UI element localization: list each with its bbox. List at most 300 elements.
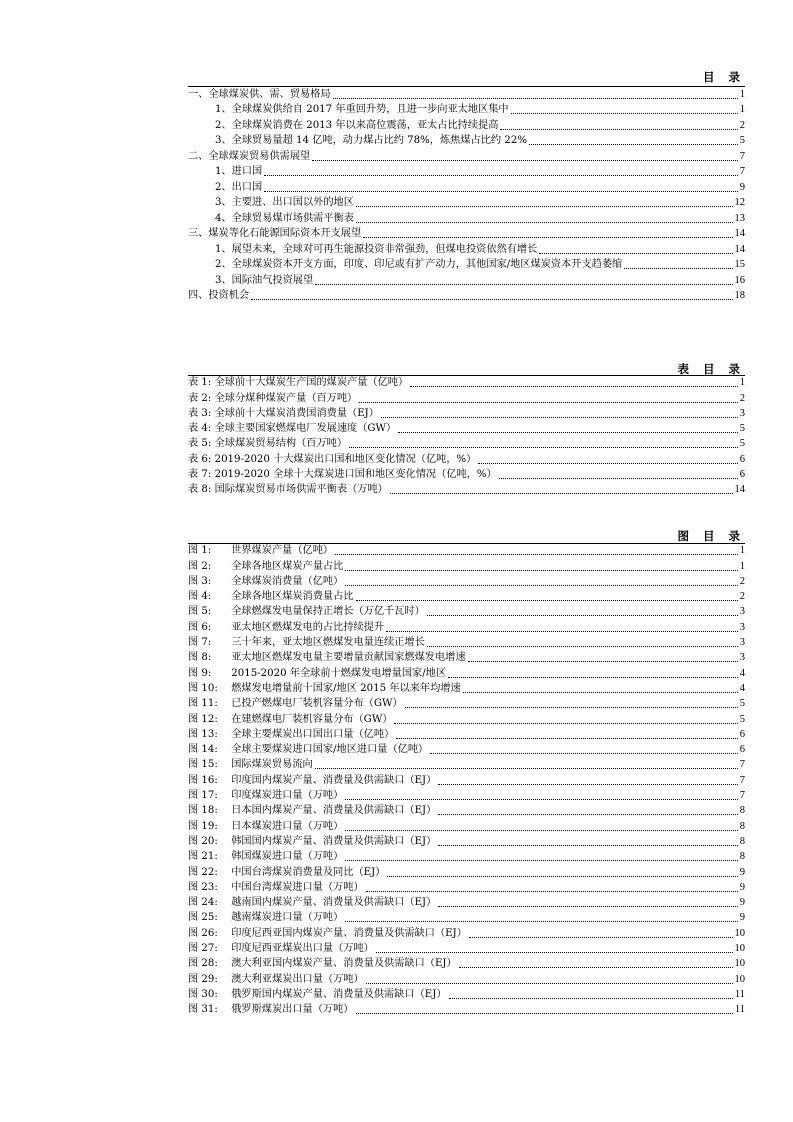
figure-entry-number: 图 20:: [188, 835, 218, 847]
dot-leader: [405, 707, 738, 708]
toc-entry[interactable]: [188, 179, 745, 195]
page-number: 8: [739, 805, 745, 817]
dot-leader: [363, 237, 732, 238]
figure-entry-number: 图 6:: [188, 621, 212, 633]
table-entry-label: [188, 482, 388, 497]
tables-title: 表 目 录: [677, 362, 745, 376]
dot-leader: [333, 98, 738, 99]
page-number: 2: [739, 392, 745, 404]
toc-entry-text: 4、全球贸易煤市场供需平衡表: [215, 212, 354, 224]
figure-entry-label: [188, 819, 343, 834]
toc-entry[interactable]: [188, 241, 745, 257]
page-number: 6: [739, 744, 745, 756]
figure-entry-number: 图 29:: [188, 973, 218, 985]
page-number: 7: [739, 150, 745, 162]
figure-entry-number: 图 5:: [188, 606, 212, 618]
toc-entry[interactable]: [188, 272, 745, 288]
table-entry-label: [188, 452, 476, 467]
dot-leader: [398, 432, 738, 433]
figure-entry-text: 中国台湾煤炭进口量（万吨）: [231, 881, 364, 893]
figure-entry-number: 图 23:: [188, 881, 218, 893]
figure-entry-number: 图 19:: [188, 820, 218, 832]
page-number: 14: [734, 243, 745, 255]
figure-entry-text: 中国台湾煤炭消费量及同比（EJ）: [231, 866, 386, 878]
page-number: 10: [734, 958, 745, 970]
toc-entry[interactable]: [188, 210, 745, 226]
page-number: 1: [739, 545, 745, 557]
toc-entry[interactable]: [188, 133, 745, 149]
dot-leader: [438, 906, 737, 907]
page-number: 4: [739, 682, 745, 694]
page-number: 10: [734, 927, 745, 939]
figure-entry-number: 图 1:: [188, 545, 212, 557]
dot-leader: [315, 768, 738, 769]
toc-entry-text: 2、全球煤炭消费在 2013 年以来高位震荡，亚太占比持续提高: [215, 119, 499, 131]
dot-leader: [345, 921, 737, 922]
dot-leader: [356, 600, 738, 601]
figure-entry-text: 印度尼西亚国内煤炭产量、消费量及供需缺口（EJ）: [231, 927, 467, 939]
page-number: 15: [734, 259, 745, 270]
figure-entry-text: 韩国煤炭进口量（万吨）: [231, 851, 344, 863]
page-number: 8: [739, 851, 745, 863]
figure-entry-text: 全球各地区煤炭消费量占比: [231, 591, 354, 603]
toc-entry[interactable]: [188, 117, 745, 133]
figure-entry[interactable]: [188, 849, 745, 864]
figure-entry-number: 图 24:: [188, 897, 218, 909]
table-entry[interactable]: [188, 421, 745, 436]
page-number: 13: [734, 212, 745, 224]
page-number: 7: [739, 759, 745, 771]
page-number: 2: [739, 575, 745, 587]
page-number: 1: [739, 560, 745, 572]
table-entry-number: 表 5:: [188, 438, 212, 450]
table-entry[interactable]: [188, 467, 745, 482]
page-number: 2: [739, 119, 745, 131]
figure-entry-text: 全球主要煤炭进口国家/地区进口量（亿吨）: [231, 744, 429, 756]
toc-entry[interactable]: [188, 102, 745, 118]
figure-entry[interactable]: [188, 910, 745, 925]
figure-entry[interactable]: [188, 635, 745, 650]
page-number: 7: [739, 774, 745, 786]
toc-entry-text: 1、全球煤炭供给自 2017 年重回升势，且进一步向亚太地区集中: [215, 104, 509, 115]
figure-entry-label: [188, 1002, 354, 1017]
toc-entry[interactable]: [188, 195, 745, 211]
figure-entry[interactable]: [188, 681, 745, 696]
figure-entry-label: [188, 941, 374, 956]
dot-leader: [394, 723, 737, 724]
table-entry[interactable]: [188, 436, 745, 451]
dot-leader: [366, 983, 733, 984]
table-entry[interactable]: [188, 482, 745, 497]
figure-entry-number: 图 8:: [188, 652, 212, 664]
figure-entry[interactable]: [188, 711, 745, 726]
dot-leader: [478, 463, 737, 464]
page-number: 5: [739, 713, 745, 725]
dot-leader: [387, 876, 737, 877]
figure-entry-label: [188, 895, 436, 910]
figure-entry[interactable]: [188, 543, 745, 558]
page-number: 3: [739, 637, 745, 649]
figure-entry-number: 图 10:: [188, 682, 218, 694]
table-entry-number: 表 2:: [188, 392, 212, 404]
toc-entry-label: [188, 226, 361, 241]
figure-entry[interactable]: [188, 895, 745, 910]
figure-entry[interactable]: [188, 558, 745, 573]
toc-entry-text: 1、展望未来，全球对可再生能源投资非常强劲，但煤电投资依然有增长: [215, 243, 538, 255]
dot-leader: [500, 129, 737, 130]
figure-entry-text: 全球主要煤炭出口国出口量（亿吨）: [231, 728, 395, 740]
table-entry-label: [188, 421, 396, 436]
figure-entry[interactable]: [188, 987, 745, 1002]
figure-entry-label: [188, 589, 354, 604]
dot-leader: [386, 631, 738, 632]
dot-leader: [345, 860, 737, 861]
table-entry-label: [188, 406, 379, 421]
page-number: 5: [739, 135, 745, 146]
page-number: 5: [739, 438, 745, 450]
figure-entry[interactable]: [188, 665, 745, 680]
page-number: 6: [739, 469, 745, 481]
figure-entry[interactable]: [188, 941, 745, 956]
figure-entry[interactable]: [188, 696, 745, 711]
toc-entry-text: 2、出口国: [215, 181, 263, 193]
page-number: 7: [739, 790, 745, 802]
table-entry[interactable]: [188, 390, 745, 405]
dot-leader: [410, 386, 738, 387]
figure-entry-number: 图 12:: [188, 713, 218, 725]
toc-entry-label: [188, 133, 527, 148]
dot-leader: [449, 998, 733, 999]
table-entry-text: 全球分煤种煤炭产量（百万吨）: [214, 392, 358, 404]
dot-leader: [427, 615, 738, 616]
dot-leader: [251, 299, 732, 300]
dot-leader: [356, 206, 733, 207]
page-number: 5: [739, 698, 745, 710]
figure-entry-label: [188, 604, 425, 619]
page-number: 8: [739, 820, 745, 832]
figure-entry[interactable]: [188, 788, 745, 803]
page-number: 9: [739, 881, 745, 893]
figure-entry-text: 韩国国内煤炭产量、消费量及供需缺口（EJ）: [231, 835, 437, 847]
figure-entry-number: 图 17:: [188, 790, 218, 802]
dot-leader: [312, 160, 738, 161]
figures-list: [188, 543, 745, 1017]
figure-entry-text: 日本煤炭进口量（万吨）: [231, 820, 344, 832]
figure-entry-label: [188, 926, 467, 941]
toc-entry[interactable]: [188, 86, 745, 102]
figure-entry-text: 在建燃煤电厂装机容量分布（GW）: [231, 713, 393, 725]
figure-entry[interactable]: [188, 650, 745, 665]
dot-leader: [359, 402, 738, 403]
figure-entry-text: 俄罗斯煤炭出口量（万吨）: [231, 1004, 354, 1016]
table-entry-number: 表 3:: [188, 407, 212, 419]
figure-entry-number: 图 14:: [188, 744, 218, 756]
figure-entry[interactable]: [188, 619, 745, 634]
page-number: 6: [739, 453, 745, 465]
figure-entry-label: [188, 910, 343, 925]
figure-entry-text: 印度煤炭进口量（万吨）: [231, 790, 344, 802]
dot-leader: [469, 937, 733, 938]
toc-entry[interactable]: [188, 288, 745, 304]
figure-entry-number: 图 28:: [188, 958, 218, 970]
figure-entry-number: 图 4:: [188, 591, 212, 603]
page-number: 1: [739, 377, 745, 389]
toc-entry[interactable]: [188, 226, 745, 242]
dot-leader: [366, 891, 738, 892]
dot-leader: [539, 253, 732, 254]
figure-entry[interactable]: [188, 864, 745, 879]
dot-leader: [345, 585, 737, 586]
table-entry-text: 2019-2020 十大煤炭出口国和地区变化情况（亿吨，%）: [214, 453, 477, 465]
figure-entry-number: 图 9:: [188, 667, 212, 679]
toc-entry-label: [188, 195, 354, 210]
toc-entry-label: [188, 242, 537, 257]
figure-entry-label: [188, 803, 436, 818]
figure-entry[interactable]: [188, 604, 745, 619]
figure-entry[interactable]: [188, 971, 745, 986]
figure-entry-text: 印度国内煤炭产量、消费量及供需缺口（EJ）: [231, 774, 437, 786]
figure-entry-number: 图 26:: [188, 927, 218, 939]
figure-entry-number: 图 18:: [188, 805, 218, 817]
figure-entry-text: 国际煤炭贸易流向: [231, 759, 313, 771]
figure-entry-text: 亚太地区燃煤发电的占比持续提升: [231, 621, 385, 633]
figure-entry-label: [188, 712, 392, 727]
dot-leader: [345, 830, 737, 831]
dot-leader: [335, 554, 738, 555]
page-number: 9: [739, 912, 745, 924]
figure-entry-label: [188, 788, 343, 803]
table-entry[interactable]: [188, 451, 745, 466]
figure-entry-number: 图 13:: [188, 728, 218, 740]
figure-entry-text: 全球燃煤发电量保持正增长（万亿千瓦时）: [231, 606, 425, 618]
page-number: 16: [734, 274, 745, 286]
figures-title: 图 目 录: [677, 529, 745, 543]
figure-entry-number: 图 21:: [188, 851, 218, 863]
figure-entry-label: [188, 880, 364, 895]
table-entry-label: [188, 467, 497, 482]
figure-entry-number: 图 11:: [188, 698, 218, 710]
figure-entry[interactable]: [188, 956, 745, 971]
figure-entry-number: 图 7:: [188, 637, 212, 649]
figure-entry-number: 图 27:: [188, 943, 218, 955]
toc-entry-label: [188, 180, 262, 195]
page-number: 6: [739, 728, 745, 740]
figure-entry-label: [188, 834, 436, 849]
figure-entry-text: 三十年来，亚太地区燃煤发电量连续正增长: [231, 637, 425, 649]
table-entry-number: 表 8:: [188, 484, 212, 496]
table-entry-label: [188, 375, 408, 390]
table-entry-number: 表 1:: [188, 377, 212, 389]
figure-entry-label: [188, 559, 343, 574]
table-entry-label: [188, 391, 357, 406]
page-number: 18: [734, 290, 745, 301]
table-entry-text: 2019-2020 全球十大煤炭进口国和地区变化情况（亿吨，%）: [214, 469, 497, 481]
figure-entry-number: 图 31:: [188, 1004, 218, 1016]
figure-entry-label: [188, 681, 461, 696]
figure-entry-number: 图 2:: [188, 560, 212, 572]
toc-entry-label: [188, 149, 310, 164]
figure-entry-label: [188, 956, 457, 971]
dot-leader: [438, 814, 737, 815]
figure-entry-label: [188, 972, 364, 987]
figure-entry-label: [188, 742, 428, 757]
dot-leader: [624, 268, 732, 269]
figure-entry[interactable]: [188, 589, 745, 604]
page-number: 14: [734, 228, 745, 239]
table-entry[interactable]: [188, 406, 745, 421]
toc-entry-label: [188, 102, 509, 117]
page-number: 7: [739, 166, 745, 177]
toc-entry-label: [188, 211, 354, 226]
figure-entry[interactable]: [188, 757, 745, 772]
figure-entry-text: 印度尼西亚煤炭出口量（万吨）: [231, 943, 374, 955]
dot-leader: [390, 493, 733, 494]
table-entry-number: 表 4:: [188, 423, 212, 435]
toc-entry-text: 四、投资机会: [188, 290, 250, 301]
page-number: 14: [734, 484, 745, 496]
page-number: 9: [739, 897, 745, 909]
figure-entry-text: 俄罗斯国内煤炭产量、消费量及供需缺口（EJ）: [231, 988, 447, 1000]
figure-entry-label: [188, 987, 447, 1002]
page-number: 3: [739, 606, 745, 618]
figure-entry-label: [188, 757, 313, 772]
figure-entry-label: [188, 574, 343, 589]
dot-leader: [427, 646, 738, 647]
page-number: 3: [739, 621, 745, 633]
dot-leader: [264, 175, 738, 176]
dot-leader: [463, 692, 738, 693]
toc-entry-text: 一、全球煤炭供、需、贸易格局: [188, 88, 331, 100]
toc-entry-text: 2、全球煤炭资本开支方面，印度、印尼或有扩产动力，其他国家/地区煤炭资本开支趋萎缩: [215, 259, 623, 270]
toc-entry[interactable]: [188, 164, 745, 180]
toc-entry-text: 3、国际油气投资展望: [215, 274, 314, 286]
figure-entry-label: [188, 650, 466, 665]
dot-leader: [430, 753, 738, 754]
dot-leader: [345, 799, 737, 800]
toc-entry-label: [188, 118, 498, 133]
table-entry-text: 全球前十大煤炭生产国的煤炭产量（亿吨）: [214, 377, 409, 389]
figure-entry-label: [188, 620, 384, 635]
figure-entry[interactable]: [188, 925, 745, 940]
figure-entry-number: 图 22:: [188, 866, 218, 878]
figure-entry-label: [188, 849, 343, 864]
dot-leader: [499, 478, 738, 479]
figure-entry-number: 图 16:: [188, 774, 218, 786]
page-number: 10: [734, 973, 745, 985]
toc-title: 目 录: [702, 70, 745, 84]
dot-leader: [315, 284, 732, 285]
figure-entry-text: 越南煤炭进口量（万吨）: [231, 912, 344, 924]
page-number: 10: [734, 943, 745, 955]
figure-entry-text: 燃煤发电增量前十国家/地区 2015 年以来年均增速: [231, 682, 461, 694]
figure-entry-number: 图 25:: [188, 912, 218, 924]
dot-leader: [396, 738, 738, 739]
table-entry-text: 全球煤炭贸易结构（百万吨）: [214, 438, 348, 450]
figure-entry[interactable]: [188, 818, 745, 833]
table-entry-text: 国际煤炭贸易市场供需平衡表（万吨）: [214, 484, 388, 496]
toc-entry-text: 3、全球贸易量超 14 亿吨，动力煤占比约 78%，炼焦煤占比约 22%: [215, 135, 527, 146]
page-number: 2: [739, 591, 745, 603]
toc-entry[interactable]: [188, 257, 745, 273]
figure-entry-label: [188, 773, 436, 788]
table-entry-number: 表 6:: [188, 453, 212, 465]
dot-leader: [438, 784, 737, 785]
table-entry[interactable]: [188, 375, 745, 390]
figure-entry-text: 世界煤炭产量（亿吨）: [231, 545, 334, 557]
page-number: 9: [739, 866, 745, 878]
table-entry-number: 表 7:: [188, 469, 212, 481]
figure-entry[interactable]: [188, 1002, 745, 1017]
figure-entry-text: 全球煤炭消费量（亿吨）: [231, 575, 344, 587]
dot-leader: [376, 952, 733, 953]
figure-entry-label: [188, 666, 446, 681]
figure-entry-label: [188, 727, 394, 742]
figure-entry[interactable]: [188, 574, 745, 589]
page-number: 8: [739, 835, 745, 847]
dot-leader: [349, 447, 738, 448]
toc-entry-label: [188, 288, 249, 303]
figure-entry-text: 2015-2020 年全球前十燃煤发电增量国家/地区: [231, 667, 447, 679]
dot-leader: [356, 1013, 733, 1014]
figure-entry-number: 图 3:: [188, 575, 212, 587]
dot-leader: [511, 113, 738, 114]
page-number: 12: [734, 197, 745, 208]
toc-entry-label: [188, 257, 622, 272]
toc-entry-text: 二、全球煤炭贸易供需展望: [188, 150, 311, 162]
toc-list: [188, 86, 745, 303]
page-number: 1: [739, 88, 745, 100]
figure-entry-label: [188, 635, 425, 650]
figure-entry-label: [188, 696, 403, 711]
dot-leader: [529, 144, 738, 145]
toc-entry-text: 三、煤炭等化石能源国际资本开支展望: [188, 228, 362, 239]
figure-entry-text: 澳大利亚国内煤炭产量、消费量及供需缺口（EJ）: [231, 958, 457, 970]
table-entry-text: 全球前十大煤炭消费国消费量（EJ）: [214, 407, 379, 419]
table-entry-text: 全球主要国家燃煤电厂发展速度（GW）: [214, 423, 397, 435]
page-number: 3: [739, 407, 745, 419]
toc-entry-text: 3、主要进、出口国以外的地区: [215, 197, 354, 208]
dot-leader: [381, 417, 738, 418]
toc-entry-text: 1、进口国: [215, 166, 263, 177]
toc-entry-label: [188, 87, 331, 102]
figure-entry[interactable]: [188, 772, 745, 787]
toc-entry-label: [188, 273, 313, 288]
figure-entry-text: 全球各地区煤炭产量占比: [231, 560, 344, 572]
dot-leader: [438, 845, 737, 846]
page-number: 5: [739, 423, 745, 435]
figure-entry-label: [188, 865, 385, 880]
figure-entry[interactable]: [188, 727, 745, 742]
figure-entry-text: 已投产燃煤电厂装机容量分布（GW）: [231, 698, 403, 710]
page-number: 11: [734, 1004, 745, 1016]
toc-entry[interactable]: [188, 148, 745, 164]
dot-leader: [468, 661, 738, 662]
figure-entry[interactable]: [188, 880, 745, 895]
figure-entry[interactable]: [188, 742, 745, 757]
dot-leader: [345, 570, 737, 571]
table-entry-label: [188, 436, 347, 451]
dot-leader: [356, 222, 733, 223]
dot-leader: [459, 967, 733, 968]
tables-list: [188, 375, 745, 497]
figure-entry-label: [188, 543, 333, 558]
figure-entry[interactable]: [188, 803, 745, 818]
figure-entry-number: 图 30:: [188, 988, 218, 1000]
figure-entry-text: 日本国内煤炭产量、消费量及供需缺口（EJ）: [231, 805, 437, 817]
figure-entry[interactable]: [188, 834, 745, 849]
dot-leader: [448, 677, 738, 678]
toc-entry-label: [188, 164, 262, 179]
